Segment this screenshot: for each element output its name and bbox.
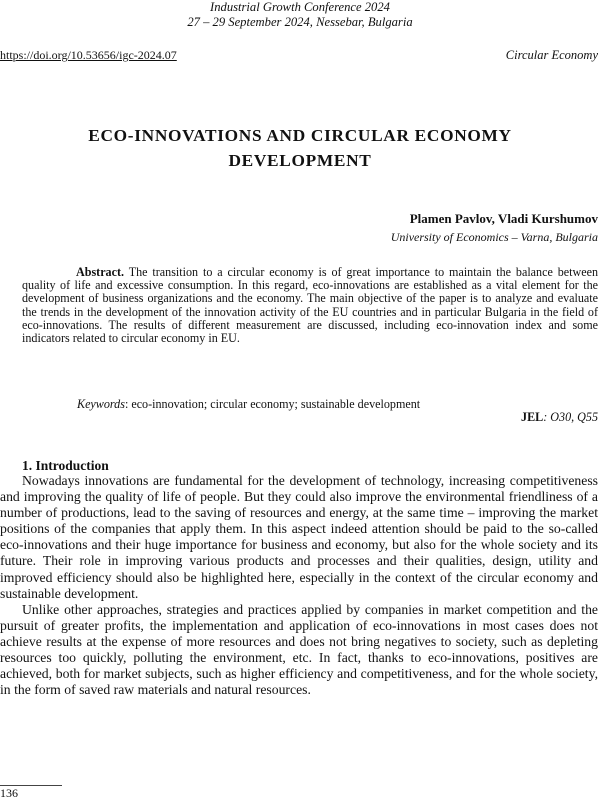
conference-name: Industrial Growth Conference 2024 (210, 0, 390, 14)
title-line-2: DEVELOPMENT (228, 151, 372, 170)
abstract (22, 266, 598, 345)
section-heading-introduction: 1. Introduction (22, 458, 109, 473)
jel-label: JEL (521, 410, 544, 424)
authors: Plamen Pavlov, Vladi Kurshumov (409, 211, 598, 226)
introduction-body (0, 473, 598, 698)
jel-codes (521, 411, 598, 424)
affiliation: University of Economics – Varna, Bulgaria (390, 230, 598, 244)
abstract-label: Abstract. (76, 265, 125, 279)
title-line-1: ECO-INNOVATIONS AND CIRCULAR ECONOMY (88, 126, 512, 145)
keywords-label: Keywords (77, 397, 125, 411)
paper-title (40, 123, 560, 173)
jel-values: : O30, Q55 (543, 410, 598, 424)
keywords (77, 398, 420, 411)
running-header (0, 48, 600, 64)
abstract-text: The transition to a circular economy is of great importance to maintain the balance between quality of life and excessive consumption. In this regard, eco-innovations are established as a vital element for the development of business organizations and the economy. The main objective of the paper is to analyze and evaluate the trends in the development of the innovation activity of the EU countries and in particular Bulgaria in the field of eco-innovations. The results of different measurement are discussed, including eco-innovation index and some indicators related to circular economy in EU. (22, 265, 598, 346)
conference-dates-place: 27 – 29 September 2024, Nessebar, Bulgaria (187, 14, 413, 29)
conference-header (0, 0, 600, 29)
keywords-text: : eco-innovation; circular economy; sustainable development (124, 397, 421, 411)
section-name: Circular Economy (505, 48, 598, 62)
page-number: 136 (0, 786, 18, 800)
paragraph: Unlike other approaches, strategies and practices applied by companies in market competition and the pursuit of greater profits, the implementation and application of eco-innovations in most cases does not achieve results at the expense of more resources and does not bring negatives to society, such as depleting resources too quickly, polluting the environment, etc. In fact, thanks to eco-innovations, positives are achieved, both for market subjects, such as higher efficiency and competitiveness, and for the whole society, in the form of saved raw materials and natural resources. (0, 601, 598, 698)
doi-link[interactable]: https://doi.org/10.53656/igc-2024.07 (0, 48, 177, 62)
paragraph: Nowadays innovations are fundamental for the development of technology, increasing competitiveness and improving the quality of life of people. But they could also improve the environmental friendliness of a number of productions, lead to the saving of resources and energy, at the same time – improving the market positions of the companies that apply them. In this aspect indeed attention should be paid to the so-called eco-innovations and their huge importance for business and economy, but also for the whole society and its future. Their role in improving various products and processes and their qualities, design, utility and improved efficiency should also be highlighted here, especially in the context of the circular economy and sustainable development. (0, 473, 598, 601)
